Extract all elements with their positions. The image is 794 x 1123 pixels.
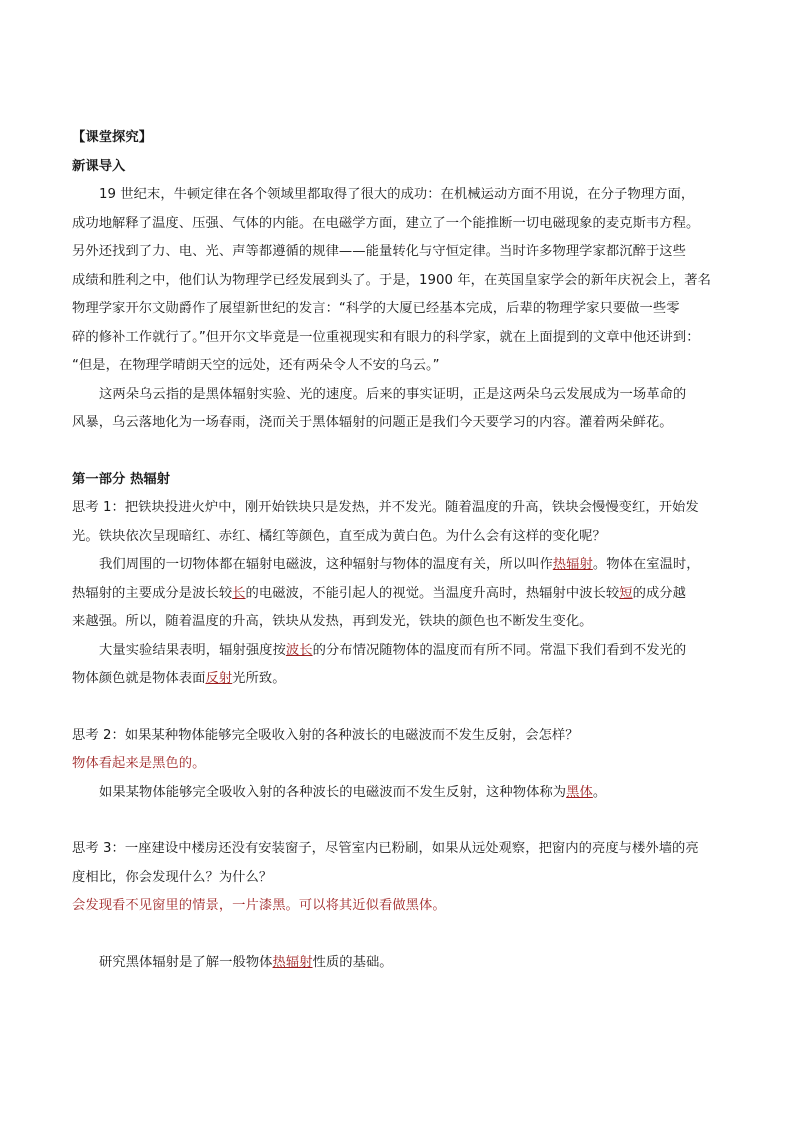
- spacer: [72, 438, 732, 466]
- answer-2: 物体看起来是黑色的。: [72, 756, 206, 771]
- text-line: 物理学家开尔文勋爵作了展望新世纪的发言：“科学的大厦已经基本完成，后辈的物理学家只要做一些零: [72, 301, 680, 316]
- question-3: [72, 835, 732, 892]
- text-line: “但是，在物理学晴朗天空的远处，还有两朵令人不安的乌云。”: [72, 358, 440, 373]
- intro-paragraph-1: [72, 181, 732, 381]
- answer-3: 会发现看不见窗里的情景，一片漆黑。可以将其近似看做黑体。: [72, 898, 446, 913]
- text-line: 思考 1：把铁块投进火炉中，刚开始铁块只是发热，并不发光。随着温度的升高，铁块会慢慢变红，开始发: [72, 500, 699, 515]
- question-1: [72, 494, 732, 551]
- question-2: 思考 2：如果某种物体能够完全吸收入射的各种波长的电磁波而不发生反射，会怎样？: [72, 727, 579, 743]
- text-line: 成绩和胜利之中，他们认为物理学已经发展到头了。于是，1900 年，在英国皇家学会的新年庆祝会上，著名: [72, 272, 711, 288]
- keyword-thermal-radiation: 热辐射: [552, 557, 593, 572]
- text-line: 另外还找到了力、电、光、声等都遵循的规律——能量转化与守恒定律。当时许多物理学家都沉醉于这些: [72, 244, 686, 259]
- spacer: [72, 921, 732, 949]
- keyword-reflection: 反射: [205, 671, 233, 686]
- text-line: 物体颜色就是物体表面反射光所致。: [72, 671, 286, 686]
- text-line: 这两朵乌云指的是黑体辐射实验、光的速度。后来的事实证明，正是这两朵乌云发展成为一场革命的: [99, 386, 687, 402]
- section-heading: 【课堂探究】: [72, 130, 153, 145]
- intro-title: 新课导入: [72, 158, 126, 174]
- text-line: 大量实验结果表明，辐射强度按波长的分布情况随物体的温度而有所不同。常温下我们看到不发光的: [99, 642, 687, 658]
- text-line: 度相比，你会发现什么？为什么？: [72, 869, 273, 885]
- keyword-blackbody: 黑体: [566, 784, 593, 800]
- intro-paragraph-2: [72, 381, 732, 438]
- text-line: 热辐射的主要成分是波长较长的电磁波，不能引起人的视觉。当温度升高时，热辐射中波长较短的成分越: [72, 585, 686, 601]
- paragraph-radiation-intensity: [72, 637, 732, 694]
- text-line: 风暴，乌云落地化为一场春雨，浇而关于黑体辐射的问题正是我们今天要学习的内容。灌着两朵鲜花。: [72, 415, 673, 430]
- text-line: 成功地解释了温度、压强、气体的内能。在电磁学方面，建立了一个能推断一切电磁现象的麦克斯韦方程。: [72, 215, 700, 231]
- keyword-short: 短: [619, 585, 633, 601]
- document-body: [72, 124, 732, 977]
- text-line: 我们周围的一切物体都在辐射电磁波，这种辐射与物体的温度有关，所以叫作热辐射。物体在室温时，: [99, 557, 700, 572]
- paragraph-conclusion: 研究黑体辐射是了解一般物体热辐射性质的基础。: [99, 954, 393, 970]
- paragraph-blackbody-definition: 如果某物体能够完全吸收入射的各种波长的电磁波而不发生反射，这种物体称为黑体。: [99, 784, 607, 800]
- keyword-long: 长: [232, 585, 246, 601]
- spacer: [72, 694, 732, 722]
- text-line: 碎的修补工作就行了。”但开尔文毕竟是一位重视现实和有眼力的科学家，就在上面提到的文章中他还讲到：: [72, 329, 700, 345]
- spacer: [72, 807, 732, 835]
- text-line: 19 世纪末，牛顿定律在各个领域里都取得了很大的成功：在机械运动方面不用说，在分子物理方面，: [99, 187, 695, 202]
- paragraph-thermal-radiation: [72, 551, 732, 637]
- part1-title: 第一部分 热辐射: [72, 471, 171, 487]
- text-line: 来越强。所以，随着温度的升高，铁块从发热，再到发光，铁块的颜色也不断发生变化。: [72, 614, 593, 629]
- keyword-thermal-radiation-2: 热辐射: [272, 954, 313, 970]
- text-line: 光。铁块依次呈现暗红、赤红、橘红等颜色，直至成为黄白色。为什么会有这样的变化呢？: [72, 528, 606, 544]
- text-line: 思考 3：一座建设中楼房还没有安装窗子，尽管室内已粉刷，如果从远处观察，把窗内的亮度与楼外墙的亮: [72, 841, 699, 856]
- keyword-wavelength: 波长: [285, 642, 313, 658]
